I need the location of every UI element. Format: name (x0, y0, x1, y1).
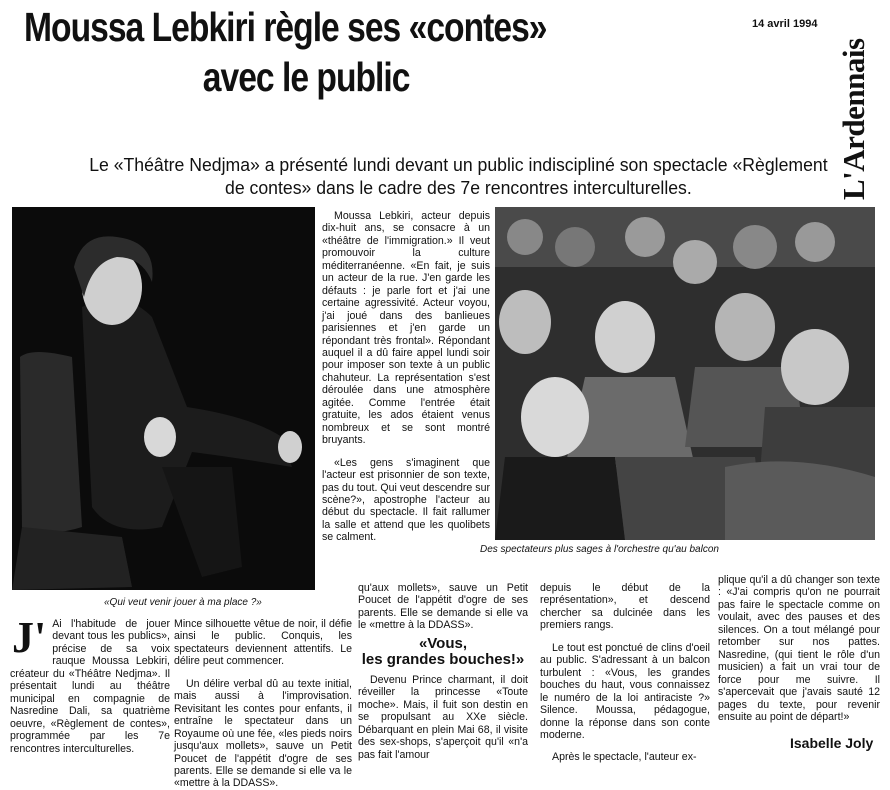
article-column-5 (718, 574, 880, 723)
article-paragraph: «Les gens s'imaginent que l'acteur est prisonnier de son texte, pas du tout. Qui veut descendre sur scène?», apostrophe l'acteur au début du spectacle. Il fait rallumer la salle et attend que les quolibets se calment. (322, 456, 490, 544)
article-paragraph: Ai l'habitude de jouer devant tous les publics», précise de sa voix rauque Moussa Lebkiri, créateur du «Théâtre Nedjma». Il présentait lundi au théâtre municipal en compagnie de Nasredine Dali, sa quatrième oeuvre, «Règlement de contes», programmée par les 7e rencontres interculturelles. (10, 618, 170, 755)
subheading (358, 636, 528, 668)
audience-photo (495, 207, 875, 540)
article-paragraph: qu'aux mollets», sauve un Petit Poucet de l'appétit d'ogre de ses parents. Elle se demande si elle va le «mettre à la DDASS». (358, 582, 528, 632)
audience-photo-image (495, 207, 875, 540)
article-paragraph: Le tout est ponctué de clins d'oeil au public. S'adressant à un balcon turbulent : «Vous, les grandes bouches du haut, vous connaissez le numéro de la loi antiraciste ?» Silence. Moussa, pédagogue, donne la réponse dans son conte moderne. (540, 641, 710, 741)
actor-photo-image (12, 207, 315, 590)
headline-line-2: avec le public (202, 54, 410, 100)
headline-line-1: Moussa Lebkiri règle ses «contes» (24, 4, 547, 50)
subheading-line-2: les grandes bouches!» (361, 650, 525, 668)
article-paragraph: Mince silhouette vêtue de noir, il défie ainsi le public. Conquis, les spectateurs deviennent attentifs. Le délire peut commencer. (174, 618, 352, 668)
article-column-3 (358, 582, 528, 761)
actor-photo-caption: «Qui veut venir jouer à ma place ?» (104, 597, 262, 608)
drop-cap: J' (12, 613, 47, 662)
article-paragraph: Après le spectacle, l'auteur ex- (552, 751, 697, 764)
newspaper-masthead: L'Ardennais (836, 38, 871, 200)
article-paragraph: depuis le début de la représentation», et descend chercher sa dulcinée dans les premiers rangs. (540, 582, 710, 632)
lead-paragraph: Le «Théâtre Nedjma» a présenté lundi devant un public indiscipliné son spectacle «Règlement de contes» dans le cadre des 7e rencontres interculturelles. (89, 155, 828, 198)
actor-photo (12, 207, 315, 590)
article-paragraph: Devenu Prince charmant, il doit réveiller la princesse «Toute moche». Mais, il fuit son destin en se propulsant au XXe siècle. Débarquant en plein Mai 68, il visite des sex-shops, s'aperçoit qu'il «n'a pas fait l'amour (358, 673, 528, 761)
article-paragraph: Un délire verbal dû au texte initial, mais aussi à l'improvisation. Revisitant les contes pour enfants, il entraîne le spectateur dans un Royaume où une fée, «les pieds noirs jusqu'aux mollets», sauve un Petit Poucet de l'appétit d'ogre de ses parents. Elle se demande si elle va le «mettre à la DDASS». (174, 677, 352, 790)
article-column-4 (540, 582, 710, 764)
article-column-1 (10, 613, 170, 755)
article-paragraph: Moussa Lebkiri, acteur depuis dix-huit ans, se consacre à un «théâtre de l'immigration.» Il veut promouvoir la culture méditerranéenne. «En fait, je suis un acteur de la rue. J'en garde les défauts : je parle fort et j'ai une certaine agressivité. Acteur voyou, j'ai joué dans des banlieues parisiennes et j'en garde un répondant très frontal». Répondant auquel il a dû faire appel lundi soir pour imposer son texte à un public chahuteur. La représentation s'est déroulée dans une atmosphère agitée. Comme l'entrée était gratuite, les ados étaient venus nombreux et se sont montré bruyants. (322, 210, 490, 447)
publication-date: 14 avril 1994 (752, 18, 818, 30)
subheading-line-1: «Vous, (418, 634, 468, 652)
article-column-2 (174, 618, 352, 790)
author-signature: Isabelle Joly (790, 735, 874, 751)
headline (24, 2, 547, 102)
article-paragraph: plique qu'il a dû changer son texte : «J'ai compris qu'on ne pourrait pas faire le spectacle comme on voulait, avec des pauses et des silences. On a tout mélangé pour retomber sur nos pattes. Nasredine, (qui tient le rôle d'un musicien) a fait un vrai tour de force pour me suivre. Il s'apercevait que j'avais sauté 12 pages du texte, pour revenir ensuite au point de départ!» (718, 574, 880, 723)
audience-photo-caption: Des spectateurs plus sages à l'orchestre qu'au balcon (480, 544, 719, 555)
article-column-middle (322, 210, 490, 544)
